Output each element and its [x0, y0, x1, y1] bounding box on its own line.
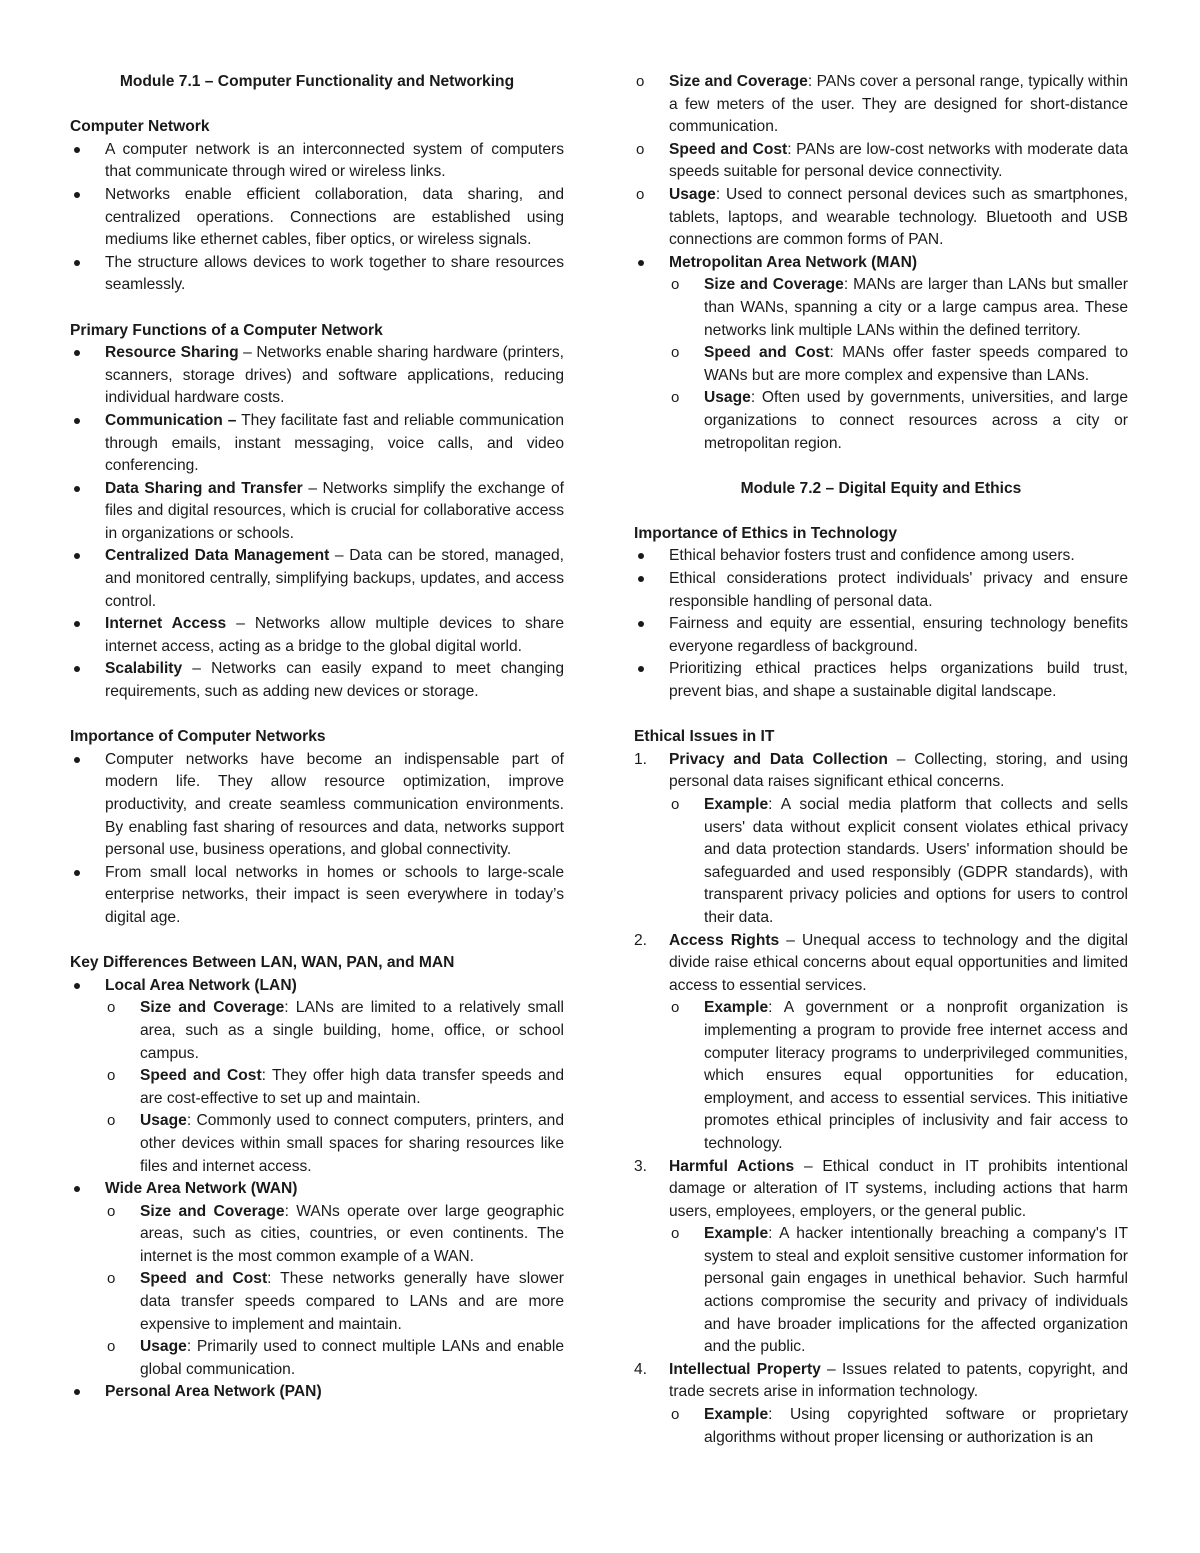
right-column	[634, 71, 1128, 1449]
list-item-lan: Local Area Network (LAN) o Size and Coverage: LANs are limited to a relatively small area, such as a single building, home, office, or school campus. o Speed and Cost: They offer high data transfer speeds and are cost-effective to set up and maintain. o Usage: Commonly used to connect computers, printers, and other devices within small spaces for sharing resources like files and internet access.	[70, 975, 564, 1178]
left-column	[70, 71, 564, 1404]
list-item: Ethical considerations protect individuals' privacy and ensure responsible handling of personal data.	[634, 568, 1128, 613]
list-item: The structure allows devices to work together to share resources seamlessly.	[70, 252, 564, 297]
list-item: Networks enable efficient collaboration, data sharing, and centralized operations. Connections are established using mediums like ethernet cables, fiber optics, or wireless signals.	[70, 184, 564, 252]
lan-sublist	[105, 997, 564, 1178]
bullet-icon	[74, 1389, 80, 1395]
circle-bullet-icon: o	[107, 1067, 116, 1085]
bullet-icon	[74, 757, 80, 763]
bullet-icon	[74, 260, 80, 266]
man-sublist	[669, 274, 1128, 455]
circle-bullet-icon: o	[671, 1225, 680, 1243]
circle-bullet-icon: o	[671, 276, 680, 294]
circle-bullet-icon: o	[636, 140, 645, 158]
bullet-icon	[638, 576, 644, 582]
bullet-icon	[74, 983, 80, 989]
example-item: o Example: Using copyrighted software or proprietary algorithms without proper licensing or authorization is an	[671, 1406, 1128, 1446]
network-types-list	[70, 975, 564, 1404]
list-item-pan: Personal Area Network (PAN)	[70, 1381, 564, 1404]
ethics-importance-list	[634, 545, 1128, 703]
ethical-issues-heading: Ethical Issues in IT	[634, 728, 775, 746]
ethical-issues-list	[634, 749, 1128, 1449]
sub-list-item: o Usage: Commonly used to connect computers, printers, and other devices within small spaces for sharing resources like files and internet access.	[107, 1112, 564, 1175]
list-item: Internet Access – Networks allow multiple devices to share internet access, acting as a bridge to the global digital world.	[70, 613, 564, 658]
circle-bullet-icon: o	[671, 999, 680, 1017]
pan-sublist	[634, 71, 1128, 252]
circle-bullet-icon: o	[671, 1406, 680, 1424]
primary-functions-heading: Primary Functions of a Computer Network	[70, 321, 383, 339]
importance-list	[70, 749, 564, 930]
item-number: 4.	[634, 1360, 648, 1378]
sub-list-item: o Speed and Cost: These networks generally have slower data transfer speeds compared to LANs and are more expensive to implement and maintain.	[107, 1270, 564, 1333]
sub-list-item: o Usage: Used to connect personal devices such as smartphones, tablets, laptops, and wearable technology. Bluetooth and USB connections are common forms of PAN.	[636, 185, 1128, 249]
sub-list-item: o Speed and Cost: They offer high data transfer speeds and are cost-effective to set up and maintain.	[107, 1067, 564, 1107]
sub-list-item: o Size and Coverage: WANs operate over large geographic areas, such as cities, countries, or even continents. The internet is the most common example of a WAN.	[107, 1202, 564, 1265]
example-item: o Example: A social media platform that collects and sells users' data without explicit consent violates ethical privacy and data protection standards. Users' information should be safeguarded and used responsibly (GDPR standards), with transparent privacy policies and options for users to control their data.	[671, 796, 1128, 926]
circle-bullet-icon: o	[671, 796, 680, 813]
wan-sublist	[105, 1201, 564, 1382]
example-sublist	[669, 997, 1128, 1155]
bullet-icon	[74, 418, 80, 424]
sub-list-item: o Usage: Often used by governments, universities, and large organizations to connect resources across a city or metropolitan region.	[671, 389, 1128, 452]
pan-continued	[634, 71, 1128, 252]
list-item-man: Metropolitan Area Network (MAN) o Size and Coverage: MANs are larger than LANs but smaller than WANs, spanning a city or a large campus area. These networks link multiple LANs within the defined territory. o Speed and Cost: MANs offer faster speeds compared to WANs but are more complex and expensive than LANs. o Usage: Often used by governments, universities, and large organizations to connect resources across a city or metropolitan region.	[634, 252, 1128, 455]
list-item: Ethical behavior fosters trust and confidence among users.	[634, 545, 1128, 568]
list-item: A computer network is an interconnected system of computers that communicate through wired or wireless links.	[70, 139, 564, 184]
numbered-item: 4. Intellectual Property – Issues related to patents, copyright, and trade secrets arise in information technology. o Example: Using copyrighted software or proprietary algorithms without proper licensing or authorization is an	[634, 1359, 1128, 1449]
circle-bullet-icon: o	[636, 73, 645, 90]
circle-bullet-icon: o	[107, 1270, 116, 1288]
list-item: Prioritizing ethical practices helps organizations build trust, prevent bias, and shape a sustainable digital landscape.	[634, 658, 1128, 703]
circle-bullet-icon: o	[107, 1112, 116, 1130]
module-7-1-title: Module 7.1 – Computer Functionality and Networking	[119, 73, 515, 90]
list-item: Centralized Data Management – Data can be stored, managed, and monitored centrally, simplifying backups, updates, and access control.	[70, 545, 564, 613]
computer-network-heading: Computer Network	[70, 118, 210, 136]
example-item: o Example: A government or a nonprofit organization is implementing a program to provide free internet access and computer literacy programs to underprivileged communities, which ensures equal opportunities for education, employment, and access to essential services. This initiative promotes ethical principles of inclusivity and fair access to technology.	[671, 999, 1128, 1152]
bullet-icon	[74, 147, 80, 153]
sub-list-item: o Size and Coverage: LANs are limited to a relatively small area, such as a single building, home, office, or school campus.	[107, 999, 564, 1062]
list-item: Fairness and equity are essential, ensuring technology benefits everyone regardless of background.	[634, 613, 1128, 658]
bullet-icon	[74, 553, 80, 559]
sub-list-item: o Size and Coverage: PANs cover a personal range, typically within a few meters of the user. They are designed for short-distance communication.	[636, 73, 1128, 136]
key-differences-heading: Key Differences Between LAN, WAN, PAN, and MAN	[70, 954, 455, 972]
example-sublist	[669, 1223, 1128, 1359]
sub-list-item: o Speed and Cost: PANs are low-cost networks with moderate data speeds suitable for personal device connectivity.	[636, 140, 1128, 181]
network-types-list-continued	[634, 71, 1128, 455]
list-item: Computer networks have become an indispensable part of modern life. They allow resource optimization, improve productivity, and create seamless communication environments. By enabling fast sharing of resources and data, networks support personal use, business operations, and global connectivity.	[70, 749, 564, 862]
bullet-icon	[74, 1186, 80, 1192]
item-number: 1.	[634, 750, 648, 768]
bullet-icon	[74, 666, 80, 672]
circle-bullet-icon: o	[671, 344, 680, 362]
primary-functions-list	[70, 342, 564, 704]
item-number: 3.	[634, 1157, 648, 1175]
bullet-icon	[74, 486, 80, 492]
circle-bullet-icon: o	[636, 185, 645, 203]
circle-bullet-icon: o	[107, 1338, 116, 1356]
bullet-icon	[74, 192, 80, 198]
bullet-icon	[638, 260, 644, 266]
circle-bullet-icon: o	[107, 999, 116, 1017]
item-number: 2.	[634, 931, 648, 949]
ethics-importance-heading: Importance of Ethics in Technology	[634, 524, 898, 542]
sub-list-item: o Usage: Primarily used to connect multiple LANs and enable global communication.	[107, 1338, 564, 1378]
importance-heading: Importance of Computer Networks	[70, 728, 326, 746]
bullet-icon	[74, 350, 80, 356]
list-item: Communication – They facilitate fast and reliable communication through emails, instant messaging, voice calls, and video conferencing.	[70, 410, 564, 478]
circle-bullet-icon: o	[107, 1202, 116, 1220]
bullet-icon	[638, 666, 644, 672]
bullet-icon	[74, 621, 80, 627]
sub-list-item: o Size and Coverage: MANs are larger than LANs but smaller than WANs, spanning a city or a large campus area. These networks link multiple LANs within the defined territory.	[671, 276, 1128, 339]
numbered-item: 1. Privacy and Data Collection – Collecting, storing, and using personal data raises significant ethical concerns. o Example: A social media platform that collects and sells users' data without explicit consent violates ethical privacy and data protection standards. Users' information should be safeguarded and used responsibly (GDPR standards), with transparent privacy policies and options for users to control their data.	[634, 749, 1128, 930]
bullet-icon	[638, 621, 644, 627]
example-sublist	[669, 794, 1128, 930]
example-item: o Example: A hacker intentionally breaching a company's IT system to steal and exploit sensitive customer information for personal gain engages in unethical behavior. Such harmful actions compromise the security and privacy of individuals and have broader implications for the affected organization and the public.	[671, 1225, 1128, 1356]
circle-bullet-icon: o	[671, 389, 680, 407]
numbered-item: 2. Access Rights – Unequal access to technology and the digital divide raise ethical concerns about equal opportunities and limited access to essential services. o Example: A government or a nonprofit organization is implementing a program to provide free internet access and computer literacy programs to underprivileged communities, which ensures equal opportunities for education, employment, and access to essential services. This initiative promotes ethical principles of inclusivity and fair access to technology.	[634, 930, 1128, 1156]
computer-network-list	[70, 139, 564, 297]
list-item: From small local networks in homes or schools to large-scale enterprise networks, their impact is seen everywhere in today’s digital age.	[70, 862, 564, 930]
example-sublist	[669, 1404, 1128, 1449]
list-item: Data Sharing and Transfer – Networks simplify the exchange of files and digital resources, which is crucial for collaborative access in organizations or schools.	[70, 478, 564, 546]
bullet-icon	[638, 553, 644, 559]
list-item: Resource Sharing – Networks enable sharing hardware (printers, scanners, storage drives) and software applications, reducing individual hardware costs.	[70, 342, 564, 410]
sub-list-item: o Speed and Cost: MANs offer faster speeds compared to WANs but are more complex and expensive than LANs.	[671, 344, 1128, 384]
module-7-2-title: Module 7.2 – Digital Equity and Ethics	[740, 479, 1022, 497]
list-item: Scalability – Networks can easily expand to meet changing requirements, such as adding new devices or storage.	[70, 658, 564, 703]
numbered-item: 3. Harmful Actions – Ethical conduct in IT prohibits intentional damage or alteration of IT systems, including actions that harm users, employees, employers, or the general public. o Example: A hacker intentionally breaching a company's IT system to steal and exploit sensitive customer information for personal gain engages in unethical behavior. Such harmful actions compromise the security and privacy of individuals and have broader implications for the affected organization and the public.	[634, 1156, 1128, 1359]
list-item-wan: Wide Area Network (WAN) o Size and Coverage: WANs operate over large geographic areas, such as cities, countries, or even continents. The internet is the most common example of a WAN. o Speed and Cost: These networks generally have slower data transfer speeds compared to LANs and are more expensive to implement and maintain. o Usage: Primarily used to connect multiple LANs and enable global communication.	[70, 1178, 564, 1381]
bullet-icon	[74, 870, 80, 876]
